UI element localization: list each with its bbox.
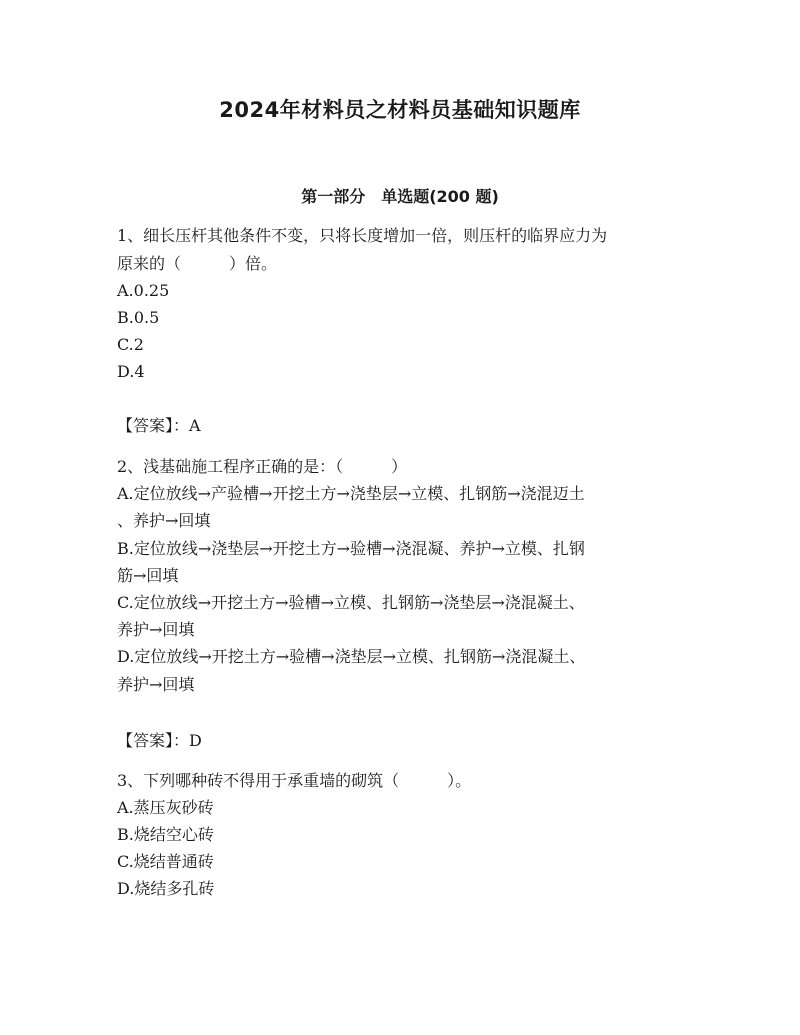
question-3-option-d: D.烧结多孔砖 <box>117 879 215 898</box>
question-2-option-a-line-1: A.定位放线→产验槽→开挖土方→浇垫层→立模、扎钢筋→浇混迈土 <box>117 484 585 503</box>
question-2-option-b-line-1: B.定位放线→浇垫层→开挖土方→验槽→浇混凝、养护→立模、扎钢 <box>117 539 585 558</box>
question-2-answer: 【答案】：D <box>117 731 202 750</box>
question-1-stem-line-1: 1、细长压杆其他条件不变，只将长度增加一倍，则压杆的临界应力为 <box>117 226 608 245</box>
question-2-stem: 2、浅基础施工程序正确的是：（ ） <box>117 457 408 476</box>
question-1-answer: 【答案】：A <box>117 416 201 435</box>
question-1-option-b: B.0.5 <box>117 308 160 327</box>
section-heading: 第一部分 单选题(200 题) <box>301 187 499 206</box>
question-3-option-b: B.烧结空心砖 <box>117 825 214 844</box>
question-1-option-c: C.2 <box>117 335 144 354</box>
question-2-option-c-line-2: 养护→回填 <box>117 620 195 639</box>
question-3-stem: 3、下列哪种砖不得用于承重墙的砌筑（ ）。 <box>117 771 472 790</box>
question-1-stem-line-2: 原来的（ ）倍。 <box>117 254 278 273</box>
question-1-option-d: D.4 <box>117 362 145 381</box>
question-2-option-d-line-1: D.定位放线→开挖土方→验槽→浇垫层→立模、扎钢筋→浇混凝土、 <box>117 647 586 666</box>
question-3-option-a: A.蒸压灰砂砖 <box>117 798 214 817</box>
question-2-option-d-line-2: 养护→回填 <box>117 675 195 694</box>
question-2-option-c-line-1: C.定位放线→开挖土方→验槽→立模、扎钢筋→浇垫层→浇混凝土、 <box>117 593 585 612</box>
document-title: 2024年材料员之材料员基础知识题库 <box>219 98 581 122</box>
question-2-option-a-line-2: 、养护→回填 <box>117 511 211 530</box>
question-1-option-a: A.0.25 <box>117 281 170 300</box>
question-3-option-c: C.烧结普通砖 <box>117 852 214 871</box>
question-2-option-b-line-2: 筋→回填 <box>117 566 179 585</box>
